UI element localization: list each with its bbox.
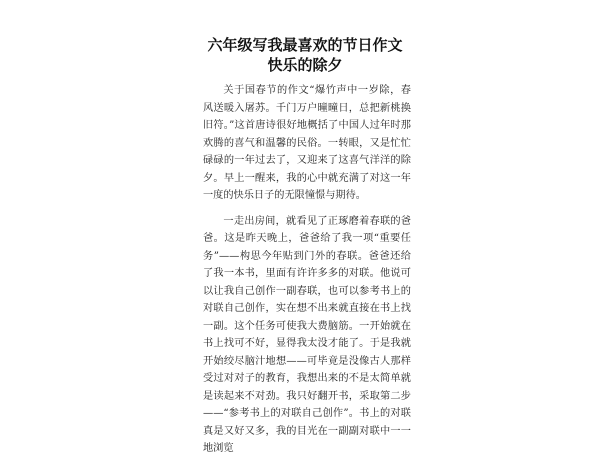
article-body: [203, 82, 411, 458]
article-title: 六年级写我最喜欢的节日作文 快乐的除夕: [207, 36, 403, 74]
paragraph-1: 关于国春节的作文“爆竹声中一岁除，春风送暖入屠苏。千门万户曈曈日，总把新桃换旧符。”这首唐诗很好地概括了中国人过年时那欢腾的喜气和温馨的民俗。一转眼，又是忙忙碌碌的一年过去了，又迎来了这喜气洋洋的除夕。早上一醒来，我的心中就充满了对这一年一度的快乐日子的无限憧憬与期待。: [203, 85, 411, 201]
paragraph-2: 一走出房间，就看见了正琢磨着春联的爸爸。这是昨天晚上，爸爸给了我一项“重要任务”——构思今年贴到门外的春联。爸爸还给了我一本书，里面有许许多多的对联。他说可以让我自己创作一副春联，也可以参考书上的对联自己创作，实在想不出来就直接在书上找一副。这个任务可使我大费脑筋。一开始就在书上找可不好，显得我太没才能了。于是我就开始绞尽脑汁地想——可毕竟是没像古人那样受过对对子的教育，我想出来的不是太简单就是读起来不对劲。我只好翻开书，采取第二步——“参考书上的对联自己创作”。书上的对联真是又好又多，我的目光在一副副对联中一一地浏览: [203, 215, 411, 454]
